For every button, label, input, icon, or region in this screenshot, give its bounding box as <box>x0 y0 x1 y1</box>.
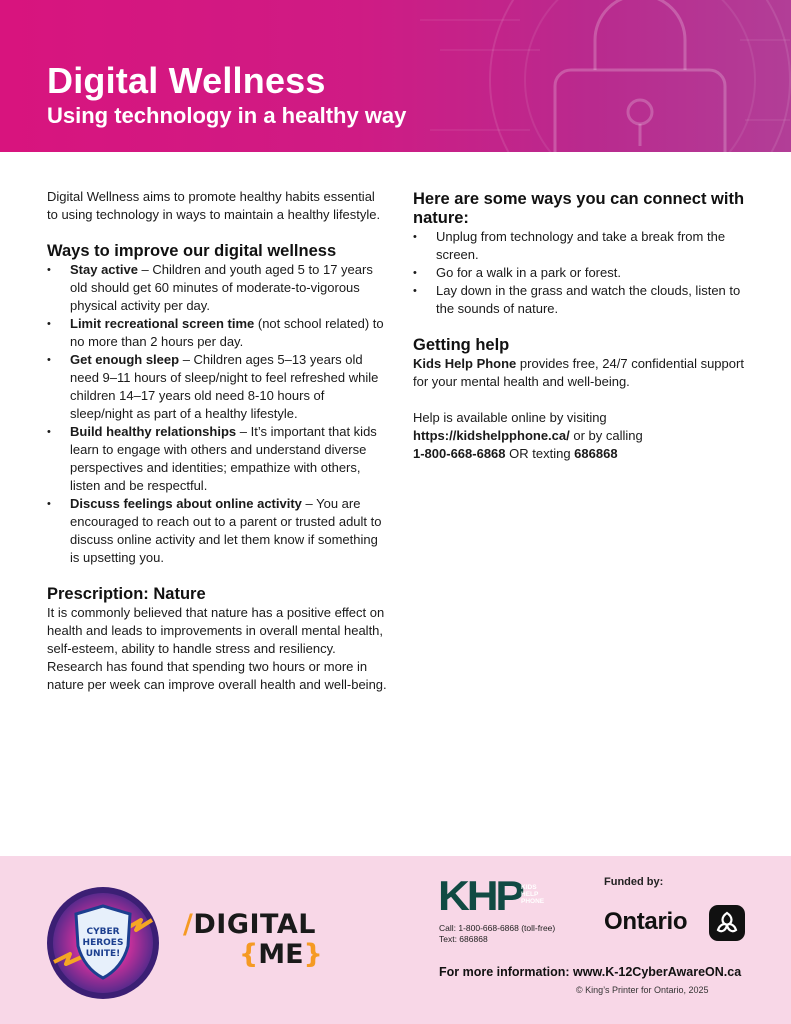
list-item-text: (not school related) to no more than 2 hours per day. <box>70 316 384 349</box>
list-item-text: – Children ages 5–13 years old need 9–11 hours of sleep/night to feel refreshed while children 14–17 years old need 8-10 hours of sleep/night as part of a healthy lifestyle. <box>70 352 379 421</box>
khp-contact <box>439 923 555 945</box>
list-item-bold: Get enough sleep <box>70 352 180 367</box>
kids-help-phone-logo <box>438 872 566 919</box>
khp-logo-small-text <box>521 884 544 905</box>
help-texting-text: OR texting <box>505 446 575 461</box>
help-url-link[interactable]: https://kidshelpphone.ca/ <box>413 428 570 443</box>
khp-logo-letters: KHP <box>438 872 522 919</box>
list-item <box>47 315 387 351</box>
list-item <box>47 261 387 315</box>
ways-list <box>47 261 387 567</box>
list-item-bold: Discuss feelings about online activity <box>70 496 302 511</box>
page-title: Digital Wellness <box>47 60 326 101</box>
help-online-text: Help is available online by visiting <box>413 410 607 425</box>
help-calling-text: or by calling <box>569 428 643 443</box>
khp-small-line: PHONE <box>521 898 545 905</box>
connect-heading: Here are some ways you can connect with nature: <box>413 190 745 227</box>
intro-paragraph: Digital Wellness aims to promote healthy habits essential to using technology in ways to maintain a healthy lifestyle. <box>47 189 381 222</box>
digital-me-word2: ME <box>258 939 304 970</box>
khp-small-line: KIDS <box>521 884 537 891</box>
badge-line-2: HEROES <box>82 938 124 948</box>
help-phone[interactable]: 1-800-668-6868 <box>413 446 506 461</box>
badge-line-1: CYBER <box>86 927 120 937</box>
ways-heading: Ways to improve our digital wellness <box>47 242 337 260</box>
digital-me-open-brace: { <box>239 939 259 970</box>
digital-me-slash: / <box>183 909 194 940</box>
connect-list <box>413 228 753 318</box>
list-item: • Go for a walk in a park or forest. <box>413 264 753 282</box>
list-item-bold: Stay active <box>70 262 138 277</box>
khp-name: Kids Help Phone <box>413 356 517 371</box>
list-item-bold: Limit recreational screen time <box>70 316 255 331</box>
list-item <box>47 495 387 567</box>
list-item: • Lay down in the grass and watch the clouds, listen to the sounds of nature. <box>413 282 753 318</box>
list-item <box>47 423 387 495</box>
digital-me-logo <box>183 910 323 970</box>
khp-small-line: HELP <box>521 891 539 898</box>
help-heading: Getting help <box>413 336 510 354</box>
list-item: • Unplug from technology and take a break from the screen. <box>413 228 753 264</box>
nature-heading: Prescription: Nature <box>47 585 206 603</box>
badge-line-3: UNITE! <box>85 949 121 959</box>
left-column <box>47 188 387 694</box>
help-contact-paragraph <box>413 409 753 463</box>
list-item-bold: Build healthy relationships <box>70 424 237 439</box>
ontario-wordmark: Ontario <box>604 908 688 935</box>
khp-description: provides free, 24/7 confidential support for your mental health and well-being. <box>413 356 744 389</box>
cyber-heroes-badge <box>44 884 162 1002</box>
khp-call-line: Call: 1-800-668-6868 (toll-free) <box>439 923 556 933</box>
nature-paragraph: It is commonly believed that nature has a positive effect on health and leads to improvements in overall mental health, self-esteem, ability to handle stress and resiliency. Research has found that spending two hours or more in nature per week can improve overall health and well-being. <box>47 605 387 692</box>
page-subtitle: Using technology in a healthy way <box>47 103 407 128</box>
copyright-text: © King’s Printer for Ontario, 2025 <box>576 985 709 995</box>
help-text-number: 686868 <box>574 446 618 461</box>
list-item-text: – Children and youth aged 5 to 17 years old should get 60 minutes of moderate-to-vigorous physical activity per day. <box>70 262 373 313</box>
funded-by-label: Funded by: <box>604 876 664 888</box>
trillium-icon <box>709 905 745 941</box>
list-item-text: – You are encouraged to reach out to a parent or trusted adult to discuss online activity and let them know if something is upsetting you. <box>70 496 382 565</box>
khp-text-line: Text: 686868 <box>439 934 488 944</box>
help-paragraph <box>413 355 753 391</box>
digital-me-close-brace: } <box>303 939 323 970</box>
right-column <box>413 190 753 463</box>
list-item-text: – It’s important that kids learn to engage with others and understand diverse perspectives and identities; empathize with others, listen and be respectful. <box>70 424 377 493</box>
digital-me-word1: DIGITAL <box>193 909 316 940</box>
list-item <box>47 351 387 423</box>
header-banner <box>0 0 791 152</box>
more-info-link[interactable]: For more information: www.K-12CyberAwareON.ca <box>439 965 742 979</box>
